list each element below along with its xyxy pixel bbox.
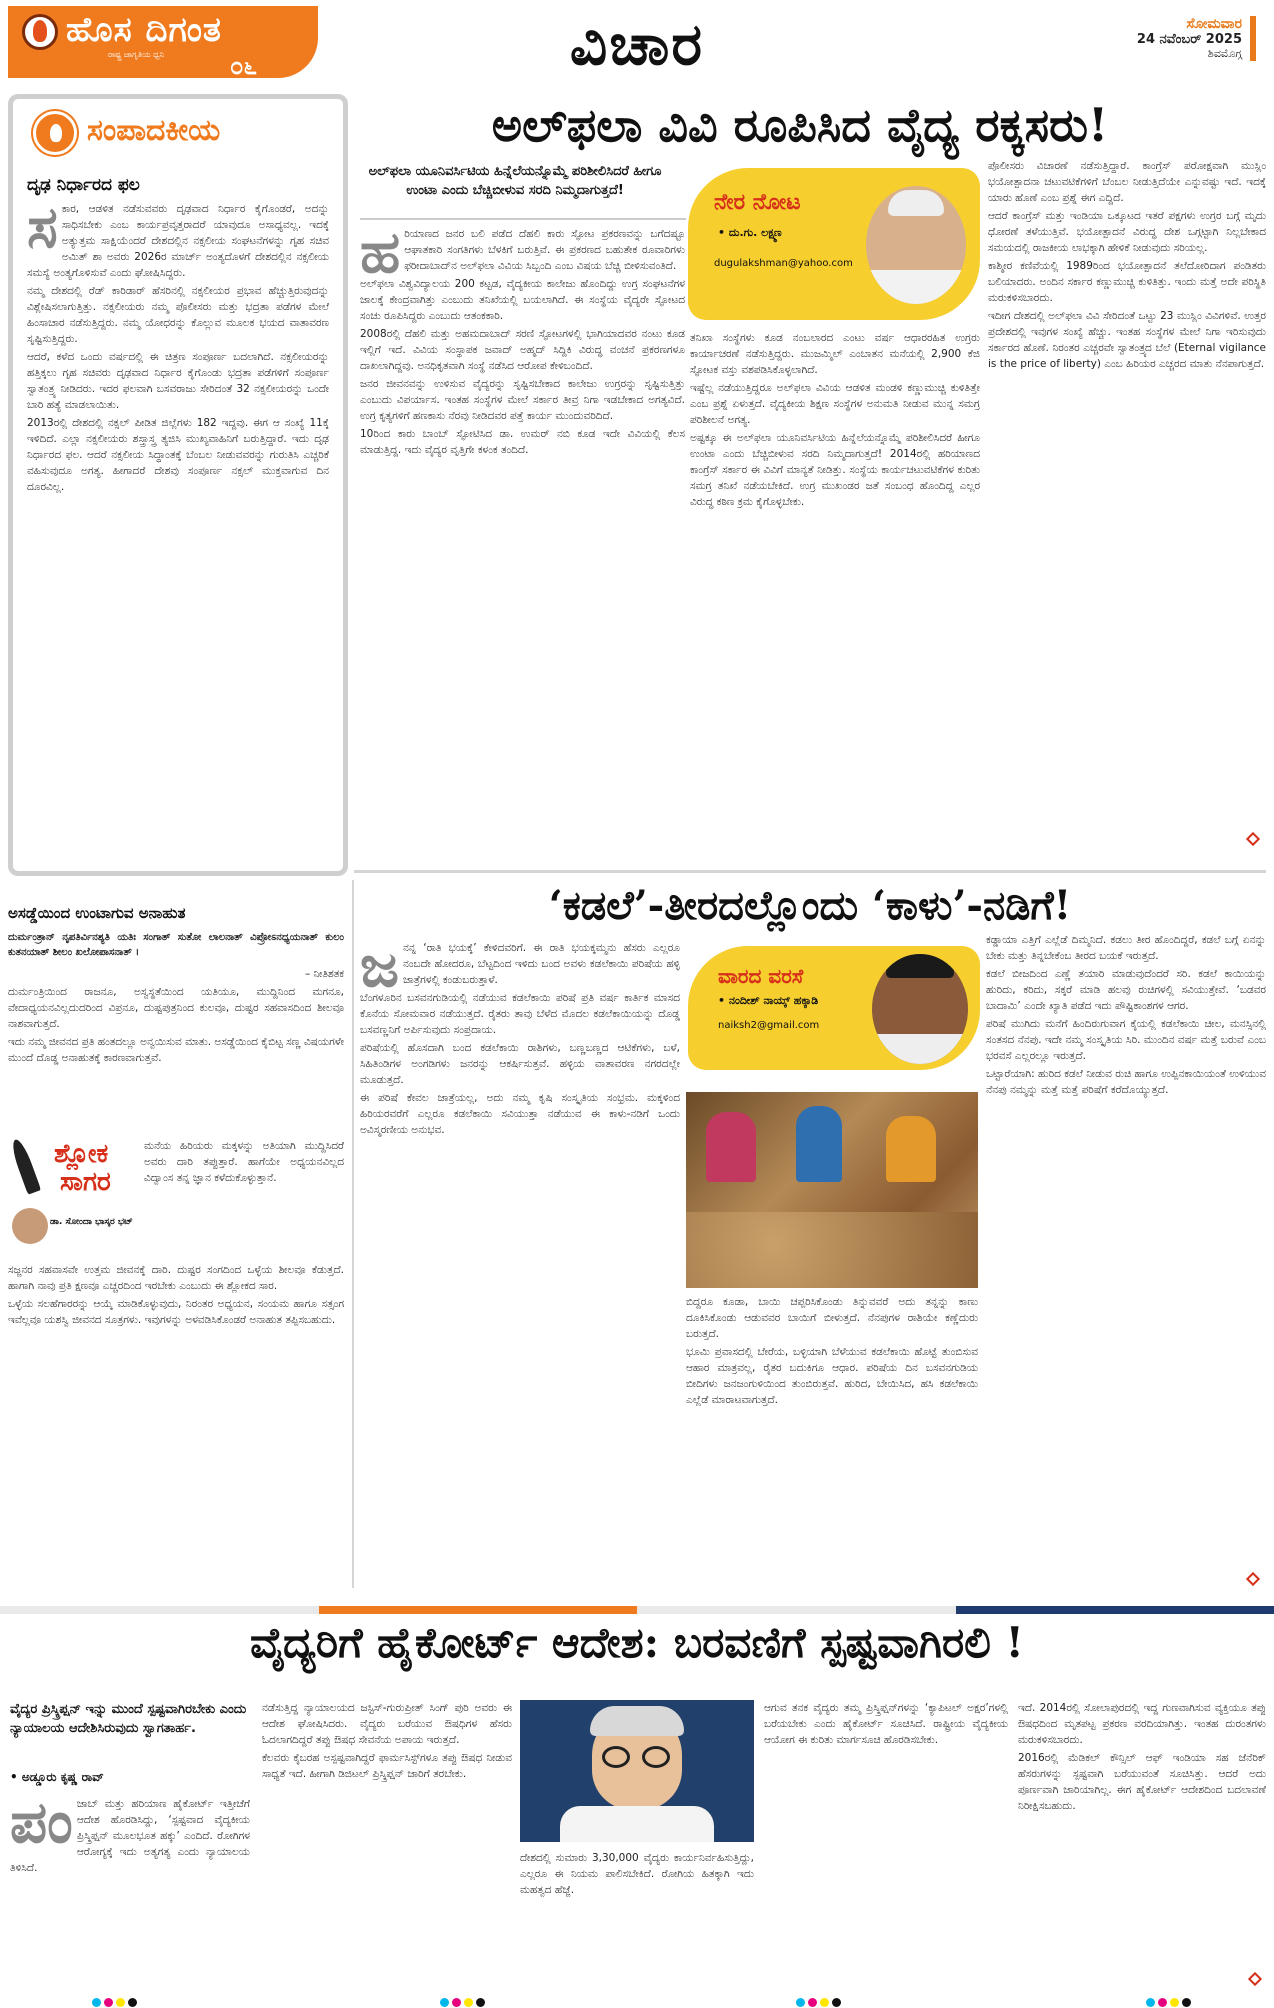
columnist-email[interactable]: dugulakshman@yahoo.com — [714, 258, 853, 269]
paragraph: ಒಳ್ಳೆಯ ಸಲಹೆಗಾರರನ್ನು ಆಯ್ಕೆ ಮಾಡಿಕೊಳ್ಳುವುದು, ನಿರಂತರ ಅಧ್ಯಯನ, ಸಂಯಮ ಹಾಗೂ ಸತ್ಸಂಗ ಇವೆಲ್ಲವೂ ಯಶಸ್ವಿ ಜೀವನದ ಸೂತ್ರಗಳು. ಇವುಗಳನ್ನು ಅಳವಡಿಸಿಕೊಂಡರೆ ಅನಾಹುತ ತಪ್ಪಿಸಬಹುದು. — [8, 1298, 344, 1326]
paragraph: ಇಷ್ಟೆಲ್ಲ ನಡೆಯುತ್ತಿದ್ದರೂ ಅಲ್‌ಫಲಾ ವಿವಿಯ ಆಡಳಿತ ಮಂಡಳಿ ಕಣ್ಣುಮುಚ್ಚಿ ಕುಳಿತಿತ್ತೇ ಎಂಬ ಪ್ರಶ್ನೆ ಏಳುತ್ತದೆ. ವೈದ್ಯಕೀಯ ಶಿಕ್ಷಣ ಸಂಸ್ಥೆಗಳ ಅನುಮತಿ ನೀಡುವ ಮುನ್ನ ಸಮಗ್ರ ಪರಿಶೀಲನೆ ಅಗತ್ಯ. — [690, 382, 980, 426]
bottom-subhead: ವೈದ್ಯರ ಪ್ರಿಸ್ಕ್ರಿಪ್ಷನ್ ಇನ್ನು ಮುಂದೆ ಸ್ಪಷ್ಟವಾಗಿರಬೇಕು ಎಂದು ನ್ಯಾಯಾಲಯ ಆದೇಶಿಸಿರುವುದು ಸ್ವಾಗತಾರ್ಹ. — [10, 1702, 247, 1736]
sloka-title-2: ಸಾಗರ — [60, 1167, 111, 1197]
registration-marks — [1146, 1992, 1194, 2002]
registration-marks — [796, 1992, 844, 2002]
paragraph: ಆಗುವ ತನಕ ವೈದ್ಯರು ತಮ್ಮ ಪ್ರಿಸ್ಕ್ರಿಪ್ಷನ್‌ಗಳನ್ನು ‘ಕ್ಯಾಪಿಟಲ್ ಅಕ್ಷರ’ಗಳಲ್ಲಿ ಬರೆಯಬೇಕು ಎಂದು ಹೈಕೋರ್ಟ್ ಸೂಚಿಸಿದೆ. ರಾಷ್ಟ್ರೀಯ ವೈದ್ಯಕೀಯ ಆಯೋಗ ಈ ಕುರಿತು ಮಾರ್ಗಸೂಚಿ ಹೊರಡಿಸಬೇಕು. — [764, 1702, 1008, 1746]
columnist-email[interactable]: naiksh2@gmail.com — [718, 1020, 820, 1031]
sloka-author: ಡಾ. ಸೋಂದಾ ಭಾಸ್ಕರ ಭಟ್ — [50, 1217, 133, 1227]
columnist-photo — [872, 954, 968, 1064]
second-column-2 — [686, 1294, 978, 1584]
paragraph: ಕಾಶ್ಮೀರ ಕಣಿವೆಯಲ್ಲಿ 1989ರಿಂದ ಭಯೋತ್ಪಾದನೆ ತಲೆದೋರಿದಾಗ ಪಂಡಿತರು ಬಲಿಯಾದರು. ಅಂದಿನ ಸರ್ಕಾರ ಕಣ್ಣುಮುಚ್ಚಿ ಕುಳಿತಿತ್ತು. ಇಂದು ಮತ್ತೆ ಅದೇ ಪರಿಸ್ಥಿತಿ ಮರುಕಳಿಸಬಾರದು. — [988, 260, 1266, 304]
paragraph: ಬೆಂಗಳೂರಿನ ಬಸವನಗುಡಿಯಲ್ಲಿ ನಡೆಯುವ ಕಡಲೆಕಾಯಿ ಪರಿಷೆ ಪ್ರತಿ ವರ್ಷ ಕಾರ್ತಿಕ ಮಾಸದ ಕೊನೆಯ ಸೋಮವಾರ ನಡೆಯುತ್ತದೆ. ರೈತರು ತಾವು ಬೆಳೆದ ಮೊದಲ ಕಡಲೆಕಾಯಿಯನ್ನು ದೊಡ್ಡ ಬಸವಣ್ಣನಿಗೆ ಅರ್ಪಿಸುವುದು ಸಂಪ್ರದಾಯ. — [360, 992, 680, 1036]
paragraph: ಮನೆಯ ಹಿರಿಯರು ಮಕ್ಕಳನ್ನು ಅತಿಯಾಗಿ ಮುದ್ದಿಸಿದರೆ ಅವರು ದಾರಿ ತಪ್ಪುತ್ತಾರೆ. ಹಾಗೆಯೇ ಅಧ್ಯಯನವಿಲ್ಲದ ವಿದ್ವಾಂಸ ತನ್ನ ಜ್ಞಾನ ಕಳೆದುಕೊಳ್ಳುತ್ತಾನೆ. — [144, 1140, 344, 1184]
date-block — [1137, 16, 1256, 61]
editorial-box — [8, 94, 348, 876]
paragraph: ಪರಿಷೆಯಲ್ಲಿ ಹೊಸದಾಗಿ ಬಂದ ಕಡಲೆಕಾಯಿ ರಾಶಿಗಳು, ಬಣ್ಣಬಣ್ಣದ ಆಟಿಕೆಗಳು, ಬಳೆ, ಸಿಹಿತಿಂಡಿಗಳ ಅಂಗಡಿಗಳು ಜನರನ್ನು ಆಕರ್ಷಿಸುತ್ತವೆ. ಹಳ್ಳಿಯ ವಾತಾವರಣ ನಗರದಲ್ಲೇ ಮೂಡುತ್ತದೆ. — [360, 1042, 680, 1086]
bottom-column-2 — [262, 1700, 512, 1990]
divider — [354, 870, 1266, 873]
lead-subhead: ಅಲ್‌ಫಲಾ ಯೂನಿವರ್ಸಿಟಿಯ ಹಿನ್ನೆಲೆಯನ್ನೊಮ್ಮೆ ಪರಿಶೀಲಿಸಿದರೆ ಹೀಗೂ ಉಂಟಾ ಎಂದು ಬೆಚ್ಚಿಬೀಳುವ ಸರದಿ ನಿಮ್ಮದಾಗುತ್ತದೆ! — [368, 164, 662, 198]
columnist-card — [688, 168, 980, 320]
paragraph: ಕಡ್ಡಾಯಾ ಎತ್ತಿಗೆ ಎಲ್ಲೆಡೆ ದಿಮ್ಮನಿದೆ. ಕಡಲು ತೀರ ಹೊಂದಿದ್ದರೆ, ಕಡಲೆ ಬಗ್ಗೆ ಏನನ್ನು ಬೇಕು ಮತ್ತು ತಿನ್ನಬೇಕೆಂಬ ತೀರದ ಬಯಕೆ ಇರುತ್ತದೆ. — [986, 934, 1266, 962]
paragraph: ಆದರೆ ಕಾಂಗ್ರೆಸ್ ಮತ್ತು ಇಂಡಿಯಾ ಒಕ್ಕೂಟದ ಇತರೆ ಪಕ್ಷಗಳು ಉಗ್ರರ ಬಗ್ಗೆ ಮೃದು ಧೋರಣೆ ತಳೆಯುತ್ತಿವೆ. ಭಯೋತ್ಪಾದನೆ ವಿರುದ್ಧ ದೇಶ ಒಗ್ಗಟ್ಟಾಗಿ ನಿಲ್ಲಬೇಕಾದ ಸಮಯದಲ್ಲಿ ರಾಜಕೀಯ ಲಾಭಕ್ಕಾಗಿ ಹೇಳಿಕೆ ನೀಡುವುದು ಸರಿಯಲ್ಲ. — [988, 210, 1266, 254]
sanskrit-verse: ದುರ್ಮಂತ್ರಾನ್ ನೃಪತಿರ್ವಿನಶ್ಯತಿ ಯತಿಃ ಸಂಗಾತ್ ಸುತೋ ಲಾಲನಾತ್ ವಿಪ್ರೋಽನಧ್ಯಯನಾತ್ ಕುಲಂ ಕುತನಯಾತ್ ಶೀಲಂ ಖಲೋಪಾಸನಾತ್ । — [8, 932, 344, 958]
registration-marks — [92, 1992, 140, 2002]
editorial-body — [27, 201, 329, 861]
second-column-3 — [986, 932, 1266, 1580]
paragraph: ಪರಿಷೆ ಮುಗಿದು ಮನೆಗೆ ಹಿಂದಿರುಗುವಾಗ ಕೈಯಲ್ಲಿ ಕಡಲೆಕಾಯಿ ಚೀಲ, ಮನಸ್ಸಿನಲ್ಲಿ ಸಂತಸದ ನೆನಪು. ಇದೇ ನಮ್ಮ ಸಂಸ್ಕೃತಿಯ ಸಿರಿ. ಮುಂದಿನ ವರ್ಷ ಮತ್ತೆ ಬರುವೆ ಎಂಬ ಭರವಸೆ ಎಲ್ಲರಲ್ಲೂ ಇರುತ್ತದೆ. — [986, 1018, 1266, 1062]
bottom-column-1 — [10, 1796, 250, 1986]
paragraph: 2016ರಲ್ಲಿ ಮೆಡಿಕಲ್ ಕೌನ್ಸಿಲ್ ಆಫ್ ಇಂಡಿಯಾ ಸಹ ಜೆನೆರಿಕ್ ಹೆಸರುಗಳನ್ನು ಸ್ಪಷ್ಟವಾಗಿ ಬರೆಯುವಂತೆ ಸೂಚಿಸಿತ್ತು. ಆದರೆ ಅದು ಪೂರ್ಣವಾಗಿ ಜಾರಿಯಾಗಿಲ್ಲ. ಈಗ ಹೈಕೋರ್ಟ್ ಆದೇಶದಿಂದ ಬದಲಾವಣೆ ನಿರೀಕ್ಷಿಸಬಹುದು. — [1018, 1752, 1266, 1812]
lead-column-2 — [690, 330, 980, 862]
lead-column-3 — [988, 158, 1266, 848]
paragraph: ದುರ್ಮಂತ್ರಿಯಿಂದ ರಾಜನೂ, ಅಸ್ವಸ್ಥತೆಯಿಂದ ಯತಿಯೂ, ಮುದ್ದಿನಿಂದ ಮಗನೂ, ವೇದಾಧ್ಯಯನವಿಲ್ಲದುದರಿಂದ ವಿಪ್ರನೂ, ದುಷ್ಟಪುತ್ರನಿಂದ ಕುಲವೂ, ದುಷ್ಟರ ಸಹವಾಸದಿಂದ ಶೀಲವೂ ನಾಶವಾಗುತ್ತದೆ. — [8, 986, 344, 1030]
columnist-name: • ನಂದೀಶ್ ನಾಯ್ಕ್ ಹಕ್ಕಾಡಿ — [718, 994, 819, 1007]
sidebar-body-top — [8, 984, 344, 1134]
paragraph: ರಿಯಾಣದ ಜನರ ಬಲಿ ಪಡೆದ ದೆಹಲಿ ಕಾರು ಸ್ಫೋಟ ಪ್ರಕರಣವನ್ನು ಬಗೆದಷ್ಟೂ ಆಘಾತಕಾರಿ ಸಂಗತಿಗಳು ಬೆಳಕಿಗೆ ಬರುತ್ತಿವೆ. ಈ ಪ್ರಕರಣದ ಬಹುತೇಕ ರೂವಾರಿಗಳು ಫರೀದಾಬಾದ್‌ನ ಅಲ್‌ಫಲಾ ವಿವಿಯ ಸಿಬ್ಬಂದಿ ಎಂಬ ವಿಷಯ ಬೆಚ್ಚಿ ಬೀಳಿಸುವಂತಿದೆ. — [404, 228, 685, 272]
column-name: ನೇರ ನೋಟ — [714, 190, 801, 215]
edition-city: ಶಿವಮೊಗ್ಗ — [1207, 47, 1242, 60]
paragraph: ಕಡಲೆ ಬೀಜದಿಂದ ಎಣ್ಣೆ ತಯಾರಿ ಮಾಡುವುದೆಂದರೆ ಸರಿ. ಕಡಲೆ ಕಾಯಿಯನ್ನು ಹುರಿದು, ಕರಿದು, ಸಕ್ಕರೆ ಮಾಡಿ ಹಲವು ರುಚಿಗಳಲ್ಲಿ ಸವಿಯುತ್ತೇವೆ. ‘ಬಡವರ ಬಾದಾಮಿ’ ಎಂದೇ ಖ್ಯಾತಿ ಪಡೆದ ಇದು ಪೌಷ್ಟಿಕಾಂಶಗಳ ಆಗರ. — [986, 968, 1266, 1012]
weekday: ಸೋಮವಾರ — [1186, 16, 1242, 32]
divider — [352, 880, 354, 1588]
bottom-column-3 — [764, 1700, 1008, 1990]
drop-cap: ಸ — [27, 201, 58, 261]
paragraph: ಪೊಲೀಸರು ವಿಚಾರಣೆ ನಡೆಸುತ್ತಿದ್ದಾರೆ. ಕಾಂಗ್ರೆಸ್ ಪರೋಕ್ಷವಾಗಿ ಮುಸ್ಲಿಂ ಭಯೋತ್ಪಾದನಾ ಚಟುವಟಿಕೆಗಳಿಗೆ ಬೆಂಬಲ ನೀಡುತ್ತಿದೆಯೇ ಎನ್ನುವಷ್ಟು ಇದೆ. ಇದಕ್ಕೆ ಯಾರು ಹೊಣೆ ಎಂಬ ಪ್ರಶ್ನೆ ಈಗ ಎದ್ದಿದೆ. — [988, 160, 1266, 204]
editorial-title: ಸಂಪಾದಕೀಯ — [87, 113, 221, 148]
sidebar-headline[interactable]: ಅಸಡ್ಡೆಯಿಂದ ಉಂಟಾಗುವ ಅನಾಹುತ — [8, 904, 186, 922]
lead-column-1 — [360, 226, 685, 862]
paragraph: ಭೂಮಿ ಪ್ರವಾಸದಲ್ಲಿ ಬೇರೆಯ, ಬಳ್ಳಿಯಾಗಿ ಬೆಳೆಯುವ ಕಡಲೆಕಾಯಿ ಹೊಟ್ಟೆ ತುಂಬಿಸುವ ಆಹಾರ ಮಾತ್ರವಲ್ಲ, ರೈತರ ಬದುಕಿಗೂ ಆಧಾರ. ಪರಿಷೆಯ ದಿನ ಬಸವನಗುಡಿಯ ಬೀದಿಗಳು ಜನಜಂಗುಳಿಯಿಂದ ತುಂಬಿರುತ್ತವೆ. ಹುರಿದ, ಬೇಯಿಸಿದ, ಹಸಿ ಕಡಲೆಕಾಯಿ ಎಲ್ಲೆಡೆ ಮಾರಾಟವಾಗುತ್ತದೆ. — [686, 1346, 978, 1406]
sidebar-body-mid — [144, 1138, 344, 1258]
bottom-column-4 — [1018, 1700, 1266, 1980]
newspaper-brand[interactable]: ಹೊಸ ದಿಗಂತ — [66, 10, 222, 50]
sidebar-body-bottom — [8, 1262, 344, 1588]
section-title: ವಿಚಾರ — [569, 10, 705, 78]
paragraph: ಈ ಪರಿಷೆ ಕೇವಲ ಜಾತ್ರೆಯಲ್ಲ, ಅದು ನಮ್ಮ ಕೃಷಿ ಸಂಸ್ಕೃತಿಯ ಸಂಭ್ರಮ. ಮಕ್ಕಳಿಂದ ಹಿರಿಯರವರೆಗೆ ಎಲ್ಲರೂ ಕಡಲೆಕಾಯಿ ಸವಿಯುತ್ತಾ ನಡೆಯುವ ಈ ಕಾಳು-ನಡಿಗೆ ಒಂದು ಅವಿಸ್ಮರಣೀಯ ಅನುಭವ. — [360, 1092, 680, 1136]
paragraph: ದೇಶದಲ್ಲಿ ಸುಮಾರು 3,30,000 ವೈದ್ಯರು ಕಾರ್ಯನಿರ್ವಹಿಸುತ್ತಿದ್ದು, ಎಲ್ಲರೂ ಈ ನಿಯಮ ಪಾಲಿಸಬೇಕಿದೆ. ರೋಗಿಯ ಹಿತಕ್ಕಾಗಿ ಇದು ಮಹತ್ವದ ಹೆಜ್ಜೆ. — [520, 1852, 754, 1896]
paragraph: ಇದೀಗ ದೇಶದಲ್ಲಿ ಅಲ್‌ಫಲಾ ವಿವಿ ಸೇರಿದಂತೆ ಒಟ್ಟು 23 ಮುಸ್ಲಿಂ ವಿವಿಗಳಿವೆ. ಉತ್ತರ ಪ್ರದೇಶದಲ್ಲಿ ಇವುಗಳ ಸಂಖ್ಯೆ ಹೆಚ್ಚು. ಇಂತಹ ಸಂಸ್ಥೆಗಳ ಮೇಲೆ ನಿಗಾ ಇರಿಸುವುದು ಸರ್ಕಾರದ ಹೊಣೆ. ನಿರಂತರ ಎಚ್ಚರವೇ ಸ್ವಾತಂತ್ರ್ಯದ ಬೆಲೆ (Eternal vigilance is the price of liberty) ಎಂಬ ಹಿರಿಯರ ಎಚ್ಚರದ ಮಾತು ನೆನಪಾಗುತ್ತದೆ. — [988, 310, 1266, 370]
columnist-card — [688, 946, 980, 1070]
paragraph: ಕೆಲವರು ಕೈಬರಹ ಅಸ್ಪಷ್ಟವಾಗಿದ್ದರೆ ಫಾರ್ಮಸಿಸ್ಟ್‌ಗಳೂ ತಪ್ಪು ಔಷಧ ನೀಡುವ ಸಾಧ್ಯತೆ ಇದೆ. ಹೀಗಾಗಿ ಡಿಜಿಟಲ್ ಪ್ರಿಸ್ಕ್ರಿಪ್ಷನ್ ಜಾರಿಗೆ ತರಬೇಕು. — [262, 1752, 512, 1780]
paragraph: ಇದು ನಮ್ಮ ಜೀವನದ ಪ್ರತಿ ಹಂತದಲ್ಲೂ ಅನ್ವಯಿಸುವ ಮಾತು. ಅಸಡ್ಡೆಯಿಂದ ಕೈಬಿಟ್ಟ ಸಣ್ಣ ವಿಷಯಗಳೇ ಮುಂದೆ ದೊಡ್ಡ ಅನಾಹುತಕ್ಕೆ ಕಾರಣವಾಗುತ್ತವೆ. — [8, 1036, 344, 1064]
paragraph: ನಮ್ಮ ದೇಶದಲ್ಲಿ ರೆಡ್ ಕಾರಿಡಾರ್ ಹೆಸರಿನಲ್ಲಿ ನಕ್ಸಲೀಯರ ಪ್ರಭಾವ ಹೆಚ್ಚುತ್ತಿರುವುದನ್ನು ವಿಶ್ಲೇಷಿಸಲಾಗುತ್ತಿತ್ತು. ನಕ್ಸಲೀಯರು ನಮ್ಮ ಪೊಲೀಸರು ಮತ್ತು ಭದ್ರತಾ ಪಡೆಗಳ ಮೇಲೆ ಹಿಂಸಾಚಾರ ನಡೆಸುತ್ತಿದ್ದರು. ನಮ್ಮ ಯೋಧರನ್ನು ಕೊಲ್ಲುವ ಮೂಲಕ ಭಯದ ವಾತಾವರಣ ಸೃಷ್ಟಿಸುತ್ತಿದ್ದರು. — [27, 285, 329, 345]
paragraph: ಜನರ ಜೀವನವನ್ನು ಉಳಿಸುವ ವೈದ್ಯರನ್ನು ಸೃಷ್ಟಿಸಬೇಕಾದ ಕಾಲೇಜು ಉಗ್ರರನ್ನು ಸೃಷ್ಟಿಸುತ್ತಿತ್ತು ಎಂಬುದು ವಿಪರ್ಯಾಸ. ಇಂತಹ ಸಂಸ್ಥೆಗಳ ಮೇಲೆ ಸರ್ಕಾರ ತೀವ್ರ ನಿಗಾ ಇಡಬೇಕಾದ ಅಗತ್ಯವಿದೆ. ಉಗ್ರ ಕೃತ್ಯಗಳಿಗೆ ಹಣಕಾಸು ನೆರವು ನೀಡಿದವರ ಪತ್ತೆ ಕಾರ್ಯ ಮುಂದುವರಿದಿದೆ. — [360, 378, 685, 422]
paragraph: ಅಲ್‌ಫಲಾ ವಿಶ್ವವಿದ್ಯಾಲಯ 200 ಕಟ್ಟಡ, ವೈದ್ಯಕೀಯ ಕಾಲೇಜು ಹೊಂದಿದ್ದು ಉಗ್ರ ಸಂಘಟನೆಗಳ ಜಾಲಕ್ಕೆ ಕೇಂದ್ರವಾಗಿತ್ತು ಎಂಬುದು ತನಿಖೆಯಲ್ಲಿ ಬಯಲಾಗಿದೆ. ಈ ಸಂಸ್ಥೆಯ ವೈದ್ಯರೇ ಸ್ಫೋಟದ ಸಂಚು ರೂಪಿಸಿದ್ದರು ಎಂಬುದು ಆತಂಕಕಾರಿ. — [360, 278, 685, 322]
doctor-illustration — [520, 1700, 754, 1842]
bottom-byline: • ಅಡ್ಡೂರು ಕೃಷ್ಣ ರಾವ್ — [10, 1770, 104, 1784]
flame-logo-icon — [33, 111, 77, 155]
second-headline[interactable]: ‘ಕಡಲೆ’-ತೀರದಲ್ಲೊಂದು ‘ಕಾಳು’-ನಡಿಗೆ! — [548, 882, 1072, 929]
paragraph: 10ರಿಂದ ಕಾರು ಬಾಂಬ್ ಸ್ಫೋಟಿಸಿದ ಡಾ. ಉಮರ್ ನಬಿ ಕೂಡ ಇದೇ ವಿವಿಯಲ್ಲಿ ಕೆಲಸ ಮಾಡುತ್ತಿದ್ದ. ಇದು ವೈದ್ಯರ ವೃತ್ತಿಗೇ ಕಳಂಕ ತಂದಿದೆ. — [360, 428, 685, 456]
paragraph: ಆದರೆ, ಕಳೆದ ಒಂದು ವರ್ಷದಲ್ಲಿ ಈ ಚಿತ್ರಣ ಸಂಪೂರ್ಣ ಬದಲಾಗಿದೆ. ನಕ್ಸಲೀಯರನ್ನು ಹತ್ತಿಕ್ಕಲು ಗೃಹ ಸಚಿವರು ದೃಢವಾದ ನಿರ್ಧಾರ ಕೈಗೊಂಡು ಭದ್ರತಾ ಪಡೆಗಳಿಗೆ ಸಂಪೂರ್ಣ ಸ್ವಾತಂತ್ರ್ಯ ನೀಡಿದರು. ಇದರ ಫಲವಾಗಿ ಬಸವರಾಜು ಸೇರಿದಂತೆ 32 ನಕ್ಸಲೀಯರನ್ನು ಒಂದೇ ಬಾರಿ ಹತ್ಯೆ ಮಾಡಲಾಯಿತು. — [27, 351, 329, 411]
paragraph: ತನಿಖಾ ಸಂಸ್ಥೆಗಳು ಕೂಡ ನಂಬಲಾರದ ಎಂಟು ವರ್ಷ ಆಧಾರರಹಿತ ಉಗ್ರರು ಕಾರ್ಯಾಚರಣೆ ನಡೆಸುತ್ತಿದ್ದರು. ಮುಜಮ್ಮಿಲ್ ಎಂಬಾತನ ಮನೆಯಲ್ಲಿ 2,900 ಕೆಜಿ ಸ್ಫೋಟಕ ವಸ್ತು ವಶಪಡಿಸಿಕೊಳ್ಳಲಾಗಿದೆ. — [690, 332, 980, 376]
groundnut-fair-photo — [686, 1092, 978, 1288]
lead-headline[interactable]: ಅಲ್‌ಫಲಾ ವಿವಿ ರೂಪಿಸಿದ ವೈದ್ಯ ರಕ್ಕಸರು! — [491, 98, 1109, 152]
paragraph: ಇದೆ. 2014ರಲ್ಲಿ ಸೋಲಾಪುರದಲ್ಲಿ ಇದ್ದ ಗುಣವಾಗಿಸುವ ವ್ಯಕ್ತಿಯೂ ತಪ್ಪು ಔಷಧದಿಂದ ಮೃತಪಟ್ಟ ಪ್ರಕರಣ ವರದಿಯಾಗಿತ್ತು. ಇಂತಹ ದುರಂತಗಳು ಮರುಕಳಿಸಬಾರದು. — [1018, 1702, 1266, 1746]
registration-marks — [440, 1992, 488, 2002]
brand-tagline: ರಾಷ್ಟ್ರ ಜಾಗೃತಿಯ ಧ್ವನಿ — [108, 50, 165, 59]
paragraph: ಸಜ್ಜನರ ಸಹವಾಸವೇ ಉತ್ತಮ ಜೀವನಕ್ಕೆ ದಾರಿ. ದುಷ್ಟರ ಸಂಗದಿಂದ ಒಳ್ಳೆಯ ಶೀಲವೂ ಕೆಡುತ್ತದೆ. ಹಾಗಾಗಿ ನಾವು ಪ್ರತಿ ಕ್ಷಣವೂ ಎಚ್ಚರದಿಂದ ಇರಬೇಕು ಎಂಬುದು ಈ ಶ್ಲೋಕದ ಸಾರ. — [8, 1264, 344, 1292]
second-column-1 — [360, 940, 680, 1580]
paragraph: ನನ್ನ ‘ರಾತಿ ಭಯಕ್ಕೆ’ ಕೇಳಿದವರಿಗೆ. ಈ ರಾತಿ ಭಯಕ್ಕಮ್ಮನು ಹೆಸರು ಎಲ್ಲರೂ ನಂಬದೇ ಹೋದರೂ, ಬೆಟ್ಟದಿಂದ ಇಳಿದು ಬಂದ ಅವಳು ಕಡಲೆಕಾಯಿ ಪರಿಷೆಯ ಹಳ್ಳಿ ಜಾತ್ರೆಗಳಲ್ಲಿ ಕಂಡುಬರುತ್ತಾಳೆ. — [402, 942, 680, 986]
columnist-name: • ದು.ಗು. ಲಕ್ಷ್ಮಣ — [718, 226, 782, 239]
drop-cap: ಜ — [360, 940, 399, 1000]
paragraph: ಬಿದ್ದರೂ ಕೂಡಾ, ಬಾಯಿ ಚಪ್ಪರಿಸಿಕೊಂಡು ತಿನ್ನುವವರೆ ಅದು ತನ್ನನ್ನು ಕಾಣು ದೂಕಿಸಿಕೊಂಡು ಆಡುವವರ ಬಾಯಿಗೆ ಬೀಳುತ್ತದೆ. ನೆನಪುಗಳ ರಾಶಿಯೇ ಕಣ್ಣೆದುರು ಬರುತ್ತದೆ. — [686, 1296, 978, 1340]
editorial-headline[interactable]: ದೃಢ ನಿರ್ಧಾರದ ಫಲ — [27, 175, 140, 195]
issue-date: 24 ನವೆಂಬರ್ 2025 — [1136, 32, 1242, 47]
drop-cap: ಹ — [360, 226, 401, 286]
paragraph: ಜಾಬ್ ಮತ್ತು ಹರಿಯಾಣ ಹೈಕೋರ್ಟ್ ಇತ್ತೀಚೆಗೆ ಆದೇಶ ಹೊರಡಿಸಿದ್ದು, ‘ಸ್ಪಷ್ಟವಾದ ವೈದ್ಯಕೀಯ ಪ್ರಿಸ್ಕ್ರಿಪ್ಷನ್ ಮೂಲಭೂತ ಹಕ್ಕು’ ಎಂದಿದೆ. ರೋಗಿಗಳ ಆರೋಗ್ಯಕ್ಕೆ ಇದು ಅತ್ಯಗತ್ಯ ಎಂದು ನ್ಯಾಯಾಲಯ ತಿಳಿಸಿದೆ. — [10, 1798, 250, 1874]
divider — [360, 218, 686, 220]
paragraph: ನಡೆಸುತ್ತಿದ್ದ ನ್ಯಾಯಾಲಯದ ಜಸ್ಟಿಸ್-ಗುರುಪ್ರೀತ್ ಸಿಂಗ್ ಪುರಿ ಅವರು ಈ ಆದೇಶ ಘೋಷಿಸಿದರು. ವೈದ್ಯರು ಬರೆಯುವ ಔಷಧಿಗಳ ಹೆಸರು ಓದಲಾಗದಿದ್ದರೆ ತಪ್ಪು ಔಷಧ ಸೇವನೆಯ ಅಪಾಯ ಇರುತ್ತದೆ. — [262, 1702, 512, 1746]
paragraph: ಒಟ್ಟಾರೆಯಾಗಿ: ಹುರಿದ ಕಡಲೆ ನೀಡುವ ರುಚಿ ಹಾಗೂ ಉಪ್ಪಿನಕಾಯಿಯಂತೆ ಉಳಿಯುವ ನೆನಪು ನಮ್ಮನ್ನು ಮತ್ತೆ ಮತ್ತೆ ಪರಿಷೆಗೆ ಕರೆದೊಯ್ಯುತ್ತದೆ. — [986, 1068, 1266, 1096]
columnist-photo — [866, 186, 966, 304]
paragraph: 2013ರಲ್ಲಿ ದೇಶದಲ್ಲಿ ನಕ್ಸಲ್ ಪೀಡಿತ ಜಿಲ್ಲೆಗಳು 182 ಇದ್ದವು. ಈಗ ಆ ಸಂಖ್ಯೆ 11ಕ್ಕೆ ಇಳಿದಿದೆ. ಎಲ್ಲಾ ನಕ್ಸಲೀಯರು ಶಸ್ತ್ರಾಸ್ತ್ರ ತ್ಯಜಿಸಿ ಮುಖ್ಯವಾಹಿನಿಗೆ ಬರುತ್ತಿದ್ದಾರೆ. ಇದು ದೃಢ ನಿರ್ಧಾರದ ಫಲ. ಆದರೆ ನಕ್ಸಲೀಯ ಸಿದ್ಧಾಂತಕ್ಕೆ ಬೆಂಬಲ ನೀಡುವವರನ್ನು ಗುರುತಿಸಿ ಎಚ್ಚರಿಕೆ ವಹಿಸುವುದೂ ಅಗತ್ಯ. ಹೀಗಾದರೆ ದೇಶವು ಸಂಪೂರ್ಣ ನಕ್ಸಲ್ ಮುಕ್ತವಾಗುವ ದಿನ ದೂರವಿಲ್ಲ. — [27, 417, 329, 493]
verse-source: – ನೀತಿಶತಕ — [304, 968, 344, 980]
drop-cap: ಪಂ — [10, 1796, 73, 1856]
sloka-title-1: ಶ್ಲೋಕ — [54, 1139, 109, 1169]
color-bar — [0, 1606, 1274, 1614]
quill-icon — [8, 1138, 48, 1208]
paragraph: ಅಷ್ಟಕ್ಕೂ ಈ ಅಲ್‌ಫಲಾ ಯೂನಿವರ್ಸಿಟಿಯ ಹಿನ್ನೆಲೆಯನ್ನೊಮ್ಮೆ ಪರಿಶೀಲಿಸಿದರೆ ಹೀಗೂ ಉಂಟಾ ಎಂದು ಬೆಚ್ಚಿಬೀಳುವ ಸರದಿ ನಿಮ್ಮದಾಗುತ್ತದೆ! 2014ರಲ್ಲಿ ಹರಿಯಾಣದ ಕಾಂಗ್ರೆಸ್ ಸರ್ಕಾರ ಈ ವಿವಿಗೆ ಮಾನ್ಯತೆ ನೀಡಿತ್ತು. ಸಂಸ್ಥೆಯ ಕಾರ್ಯಚಟುವಟಿಕೆಗಳ ಕುರಿತು ಸಮಗ್ರ ತನಿಖೆ ನಡೆಯಬೇಕಿದೆ. ಉಗ್ರ ಮುಖಂಡರ ಜತೆ ಸಂಬಂಧ ಹೊಂದಿದ್ದ ಎಲ್ಲರ ವಿರುದ್ಧ ಕಠಿಣ ಕ್ರಮ ಕೈಗೊಳ್ಳಬೇಕು. — [690, 432, 980, 508]
page-number: ೦೬ — [230, 52, 257, 80]
bottom-headline[interactable]: ವೈದ್ಯರಿಗೆ ಹೈಕೋರ್ಟ್ ಆದೇಶ: ಬರವಣಿಗೆ ಸ್ಪಷ್ಟವಾಗಿರಲಿ ! — [249, 1618, 1024, 1667]
sloka-sagara-badge — [8, 1138, 138, 1256]
paragraph: ಕಾರ, ಆಡಳಿತ ನಡೆಸುವವರು ದೃಢವಾದ ನಿರ್ಧಾರ ಕೈಗೊಂಡರೆ, ಅದನ್ನು ಸಾಧಿಸಬೇಕು ಎಂಬ ಕಾರ್ಯಪ್ರವೃತ್ತರಾದರೆ ಯಾವುದೂ ಅಸಾಧ್ಯವಲ್ಲ. ಇದಕ್ಕೆ ಅತ್ಯುತ್ತಮ ಸಾಕ್ಷಿಯೆಂದರೆ ದೇಶದಲ್ಲಿನ ನಕ್ಸಲೀಯ ಸಂಘಟನೆಗಳನ್ನು ಗೃಹ ಸಚಿವ ಅಮಿತ್ ಶಾ ಅವರು 2026ರ ಮಾರ್ಚ್ ಅಂತ್ಯದೊಳಗೆ ದೇಶದಲ್ಲಿನ ನಕ್ಸಲೀಯ ಸಮಸ್ಯೆ ಅಂತ್ಯಗೊಳಿಸುವೆ ಎಂದು ಘೋಷಿಸಿದ್ದರು. — [27, 203, 329, 279]
paragraph: 2008ರಲ್ಲಿ ದೆಹಲಿ ಮತ್ತು ಅಹಮದಾಬಾದ್ ಸರಣಿ ಸ್ಫೋಟಗಳಲ್ಲಿ ಭಾಗಿಯಾದವರ ನಂಟು ಕೂಡ ಇಲ್ಲಿಗೆ ಇದೆ. ವಿವಿಯ ಸಂಸ್ಥಾಪಕ ಜವಾದ್ ಅಹ್ಮದ್ ಸಿದ್ದಿಕಿ ವಿರುದ್ಧ ವಂಚನೆ ಪ್ರಕರಣಗಳೂ ದಾಖಲಾಗಿದ್ದವು. ಅನಧಿಕೃತವಾಗಿ ಸಂಸ್ಥೆ ನಡೆಸಿದ ಆರೋಪ ಕೇಳಿಬಂದಿದೆ. — [360, 328, 685, 372]
author-photo — [12, 1208, 48, 1244]
column-name: ವಾರದ ವರಸೆ — [718, 964, 804, 988]
bottom-column-2b — [520, 1850, 754, 1990]
